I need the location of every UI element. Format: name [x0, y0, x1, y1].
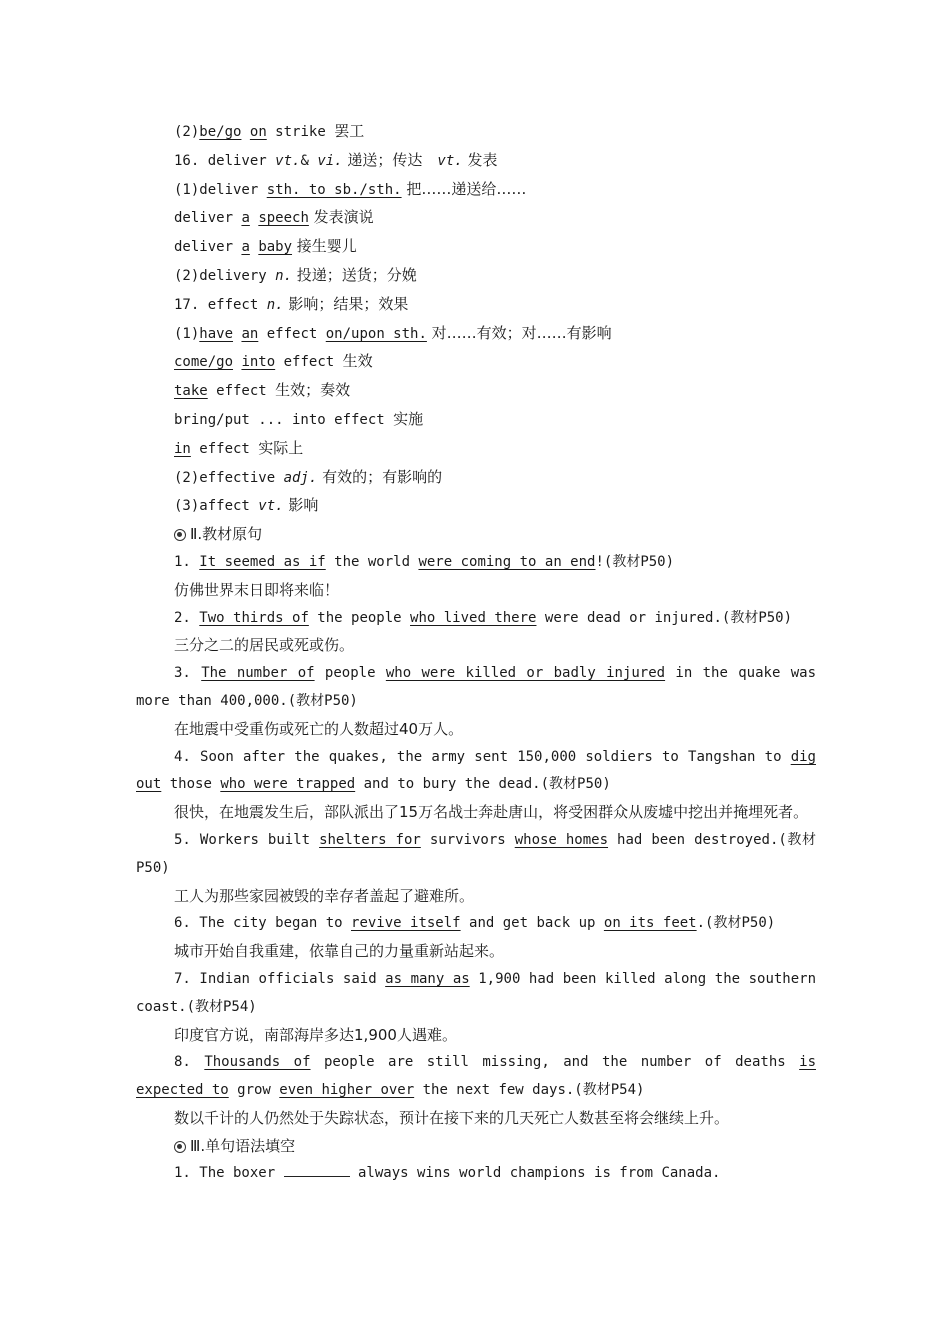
- vocab-line-13: [136, 464, 816, 493]
- underlined-phrase: have: [199, 325, 234, 342]
- chinese-gloss: 实际上: [258, 438, 304, 457]
- underlined-phrase: baby: [258, 239, 293, 256]
- underlined-phrase: is expected to: [136, 1054, 816, 1099]
- text: 1,900 had been killed along the southern coast.(教材P54): [136, 970, 817, 1015]
- section-heading-3: [136, 1133, 816, 1161]
- sentence-5-translation: 工人为那些家园被毁的幸存者盖起了避难所。: [174, 886, 475, 905]
- sentence-number: 3.: [174, 665, 202, 682]
- bullet-circle-icon: [174, 529, 186, 541]
- sentence-4-translation: 很快，在地震发生后，部队派出了15万名战士奔赴唐山，将受困群众从废墟中挖出并掩埋死者。: [174, 803, 809, 822]
- chinese-gloss: 罢工: [334, 122, 365, 140]
- chinese-gloss: 影响；结果；效果: [283, 294, 409, 313]
- text: 16. deliver: [174, 152, 276, 169]
- text: in the quake was more than 400,000.(教材P50): [136, 665, 817, 709]
- text: (2)effective: [174, 469, 284, 486]
- chinese-gloss: 投递；送货；分娩: [292, 265, 417, 284]
- underlined-phrase: come/go: [174, 354, 234, 371]
- sentence-number: 7.: [174, 970, 200, 987]
- part-of-speech: vi.: [317, 152, 343, 169]
- question-1: [136, 1160, 816, 1188]
- chinese-gloss: 发表演说: [308, 208, 374, 227]
- sentence-1: [136, 549, 816, 577]
- chinese-gloss: 把……递送给……: [401, 179, 527, 198]
- text: the people: [308, 609, 411, 626]
- vocab-line-4: [136, 204, 816, 233]
- sentence-3-translation: 在地震中受重伤或死亡的人数超过40万人。: [174, 719, 464, 738]
- underlined-phrase: take: [174, 383, 208, 400]
- text: people: [314, 665, 386, 682]
- text: always wins world champions is from Canada.: [349, 1165, 721, 1182]
- vocab-line-7: [136, 291, 816, 320]
- sentence-7-translation: 印度官方说，南部海岸多达1,900人遇难。: [174, 1025, 457, 1044]
- sentence-4: [136, 744, 816, 800]
- chinese-gloss: 递送；传达: [342, 150, 438, 169]
- chinese-gloss: 实施: [393, 409, 424, 428]
- text: .(教材P50): [696, 915, 776, 932]
- underlined-phrase: an: [241, 325, 259, 342]
- text: bring/put ... into effect: [174, 411, 394, 428]
- text: deliver: [174, 239, 242, 256]
- text: 1. The boxer: [174, 1165, 284, 1182]
- bullet-circle-icon: [174, 1141, 186, 1153]
- underlined-phrase: on its feet: [603, 915, 697, 932]
- text: strike: [266, 124, 335, 140]
- underlined-phrase: who were trapped: [220, 776, 356, 793]
- chinese-gloss: 有效的；有影响的: [317, 467, 443, 486]
- text: (1): [174, 325, 200, 342]
- text: had been destroyed.(教材P50): [136, 831, 816, 876]
- part-of-speech: n.: [275, 267, 293, 284]
- underlined-phrase: dig out: [136, 748, 816, 793]
- underlined-phrase: on: [249, 124, 267, 140]
- part-of-speech: vt.: [437, 152, 463, 169]
- sentence-2: [136, 605, 816, 633]
- underlined-phrase: as many as: [385, 970, 470, 987]
- underlined-phrase: Two thirds of: [199, 609, 309, 626]
- underlined-phrase: It seemed as if: [199, 553, 326, 570]
- text: deliver: [174, 210, 242, 227]
- vocab-line-3: [136, 176, 816, 205]
- sentence-8: [136, 1049, 816, 1105]
- text: (2)delivery: [174, 267, 276, 284]
- text: effect: [190, 440, 259, 457]
- underlined-phrase: be/go: [199, 124, 242, 140]
- text: the world: [325, 553, 419, 570]
- sentence-number: 4.: [174, 748, 201, 765]
- sentence-6-translation: 城市开始自我重建，依靠自己的力量重新站起来。: [174, 942, 505, 961]
- sentence-2-translation: 三分之二的居民或死或伤。: [174, 636, 355, 655]
- sentence-8-translation: 数以千计的人仍然处于失踪状态，预计在接下来的几天死亡人数甚至将会继续上升。: [174, 1108, 730, 1127]
- part-of-speech: vt.: [275, 152, 301, 169]
- text: The city began to: [199, 915, 352, 932]
- underlined-phrase: sth. to sb./sth.: [266, 181, 402, 198]
- vocab-line-14: [136, 492, 816, 521]
- vocab-line-8: [136, 320, 816, 349]
- sentence-number: 6.: [174, 915, 200, 932]
- sentence-number: 5.: [174, 831, 200, 848]
- sentence-1-translation: 仿佛世界末日即将来临！: [174, 580, 340, 599]
- underlined-phrase: The number of: [201, 665, 315, 682]
- fill-blank[interactable]: [284, 1162, 350, 1177]
- text: Soon after the quakes, the army sent 150,000 soldiers to Tangshan to: [200, 748, 791, 765]
- sentence-6: [136, 910, 816, 938]
- sentence-5: [136, 827, 816, 883]
- underlined-phrase: a: [241, 239, 250, 256]
- text: effect: [275, 354, 343, 371]
- chinese-gloss: 接生婴儿: [292, 237, 357, 256]
- chinese-gloss: 影响: [283, 496, 319, 515]
- text: grow: [228, 1082, 280, 1099]
- text: and get back up: [460, 915, 604, 932]
- text: (3)affect: [174, 498, 259, 515]
- sentence-3: [136, 660, 816, 716]
- underlined-phrase: revive itself: [351, 915, 461, 932]
- underlined-phrase: shelters for: [319, 831, 421, 848]
- underlined-phrase: a: [241, 210, 250, 227]
- underlined-phrase: into: [241, 354, 276, 371]
- underlined-phrase: even higher over: [279, 1082, 415, 1099]
- underlined-phrase: speech: [258, 210, 309, 227]
- underlined-phrase: who lived there: [410, 609, 537, 626]
- text: and to bury the dead.(教材P50): [355, 776, 611, 793]
- chinese-gloss: 发表: [462, 150, 498, 169]
- section-title: Ⅲ.单句语法填空: [190, 1136, 296, 1155]
- part-of-speech: adj.: [283, 469, 318, 486]
- vocab-line-12: [136, 435, 816, 464]
- text: effect: [258, 325, 326, 342]
- vocab-line-9: [136, 348, 816, 377]
- sentence-number: 1.: [174, 553, 200, 570]
- text: survivors: [420, 831, 515, 848]
- text: (2): [174, 124, 200, 140]
- vocab-line-5: [136, 233, 816, 262]
- text: &: [300, 152, 318, 169]
- vocab-line-6: [136, 262, 816, 291]
- underlined-phrase: whose homes: [514, 831, 609, 848]
- text: !(教材P50): [595, 553, 675, 570]
- sentence-number: 2.: [174, 609, 200, 626]
- sentence-number: 8.: [174, 1054, 205, 1071]
- text: the next few days.(教材P54): [414, 1082, 645, 1099]
- vocab-line-2: [136, 147, 816, 176]
- document-page: [136, 118, 816, 1188]
- underlined-phrase: on/upon sth.: [325, 325, 427, 342]
- vocab-line-10: [136, 377, 816, 406]
- text: Workers built: [199, 831, 320, 848]
- underlined-phrase: who were killed or badly injured: [385, 665, 666, 682]
- underlined-phrase: in: [174, 440, 191, 457]
- section-title: Ⅱ.教材原句: [190, 525, 263, 544]
- text: 17. effect: [174, 296, 267, 313]
- underlined-phrase: Thousands of: [204, 1054, 311, 1071]
- vocab-line-1: [136, 118, 816, 147]
- part-of-speech: n.: [266, 296, 284, 313]
- section-heading-2: [136, 521, 816, 549]
- sentence-7: [136, 966, 816, 1022]
- chinese-gloss: 生效；奏效: [275, 381, 351, 400]
- chinese-gloss: 生效: [342, 352, 373, 371]
- text: Indian officials said: [199, 970, 386, 987]
- text: were dead or injured.(教材P50): [536, 609, 793, 626]
- text: those: [161, 776, 221, 793]
- vocab-line-11: [136, 406, 816, 435]
- part-of-speech: vt.: [258, 498, 284, 515]
- text: effect: [207, 383, 276, 400]
- underlined-phrase: were coming to an end: [418, 553, 596, 570]
- chinese-gloss: 对……有效；对……有影响: [426, 323, 612, 342]
- text: (1)deliver: [174, 181, 267, 198]
- text: [241, 124, 249, 140]
- text: people are still missing, and the number of deaths: [310, 1054, 800, 1071]
